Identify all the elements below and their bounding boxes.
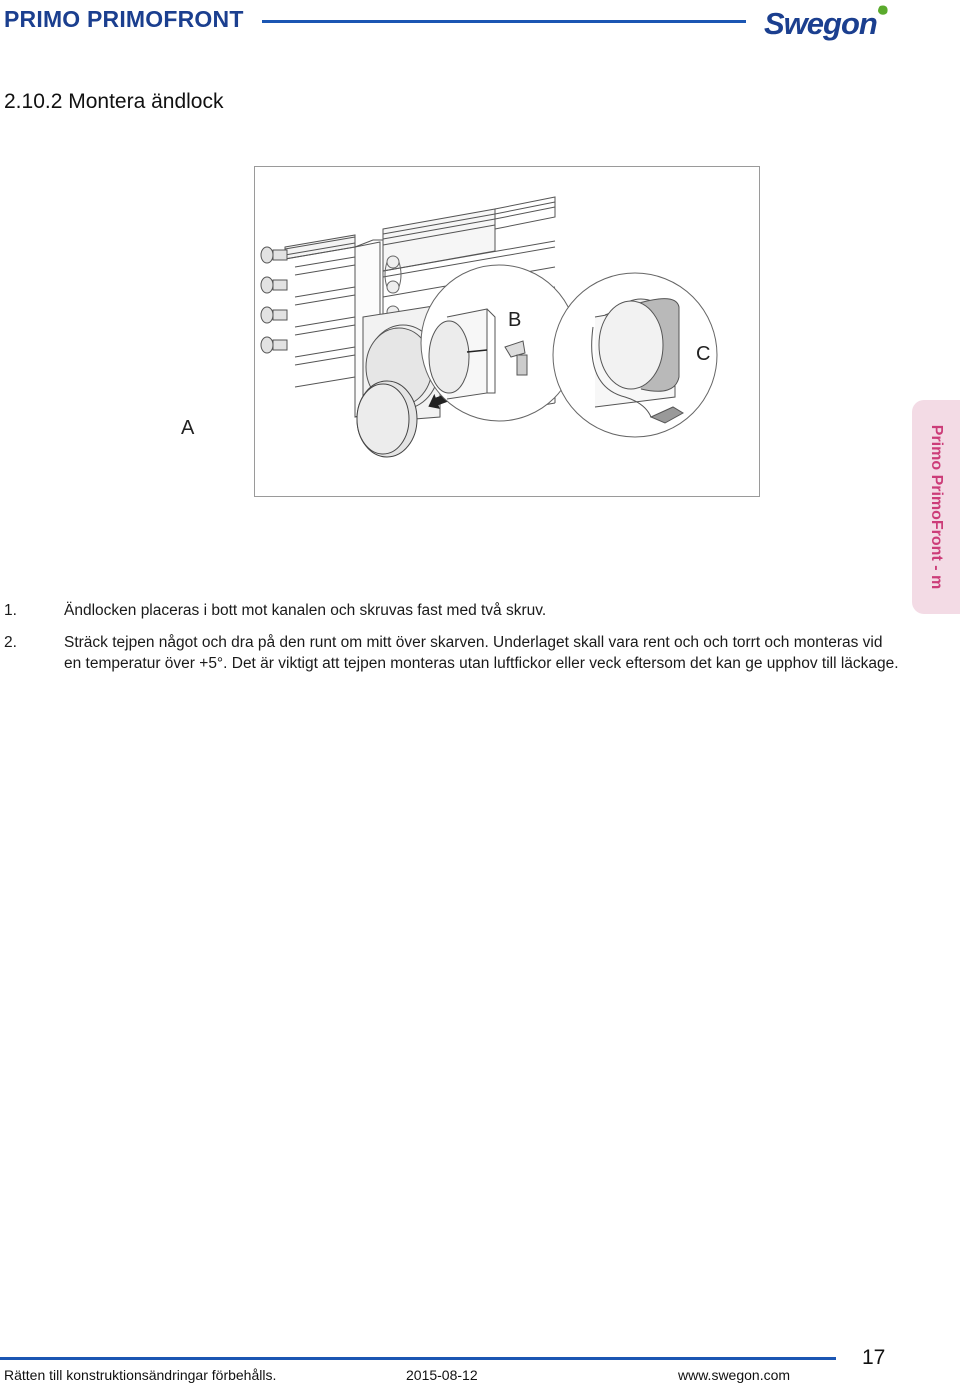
footer-divider [0,1357,836,1360]
instruction-list [0,600,900,674]
assembly-illustration [181,166,760,497]
instruction-step [0,600,900,621]
side-tab-label: Primo PrimoFront - m [928,424,945,590]
step-number: 2. [4,634,17,651]
step-number: 1. [4,602,17,619]
header-divider [262,20,746,23]
loose-end-cap [357,381,417,457]
footer-disclaimer: Rätten till konstruktionsändringar förbehålls. [4,1367,277,1383]
step-text: Sträck tejpen något och dra på den runt om mitt över skarven. Underlaget skall vara rent och och torrt och monteras vid en temperatur över +5°. Det är viktigt att tejpen monteras utan luftfickor eller veck eftersom det kan ge upphov till läckage. [64,634,899,672]
swegon-logo [762,2,890,46]
section-title: 2.10.2 Montera ändlock [4,90,224,113]
step-text: Ändlocken placeras i bott mot kanalen och skruvas fast med två skruv. [64,602,547,619]
instruction-step [0,632,900,674]
side-section-tab [912,400,960,614]
figure-label-b: B [508,309,522,331]
footer-website-link[interactable]: www.swegon.com [678,1367,791,1383]
pipe-connections [261,247,287,353]
figure-label-a-text: A [181,417,195,439]
detail-c-drawing [553,273,717,437]
footer-date: 2015-08-12 [406,1367,478,1383]
document-header-title: PRIMO PRIMOFRONT [4,6,244,32]
leaf-icon [878,5,888,14]
figure-label-c: C [696,343,711,365]
logo-wordmark: Swegon [764,6,877,41]
page-number: 17 [862,1346,886,1369]
